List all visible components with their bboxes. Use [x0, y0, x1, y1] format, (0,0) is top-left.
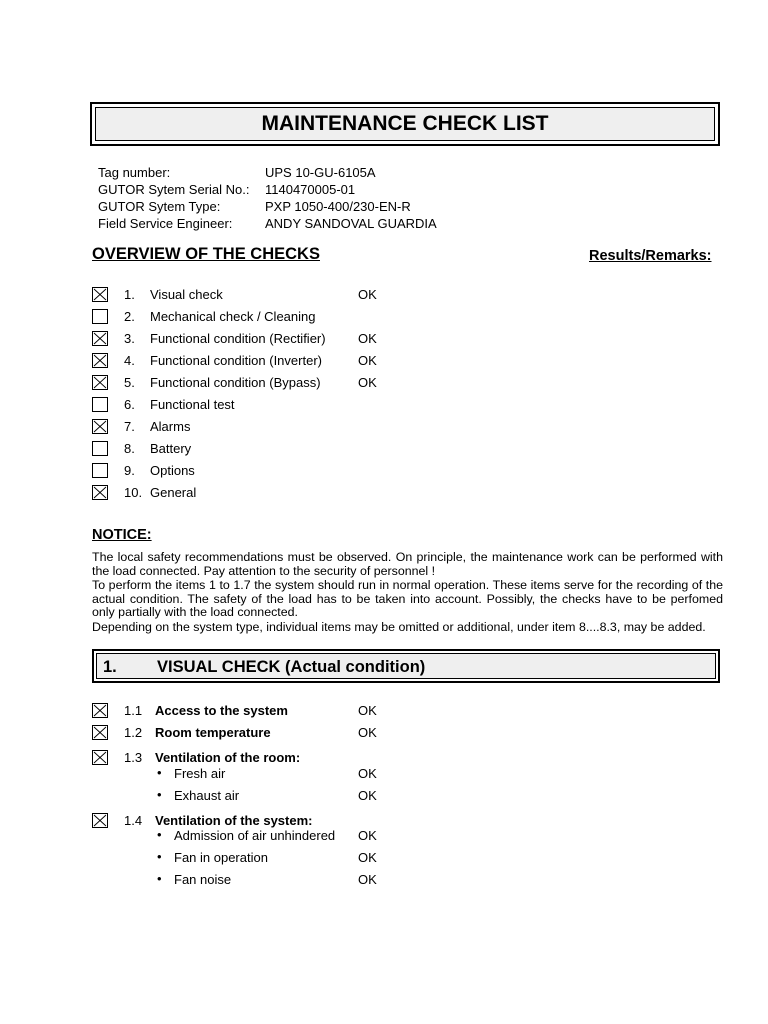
sub-item-label: Fan in operation	[174, 850, 268, 865]
sub-item-label: Exhaust air	[174, 788, 240, 803]
check-result: OK	[358, 287, 377, 302]
check-result: OK	[358, 375, 377, 390]
check-label: Functional condition (Inverter)	[150, 353, 322, 368]
item-result: OK	[358, 703, 377, 718]
checked-checkbox[interactable]	[92, 750, 108, 765]
check-item	[92, 462, 492, 480]
check-result: OK	[358, 331, 377, 346]
check-item	[92, 330, 492, 348]
sub-item	[92, 765, 492, 783]
check-number: 4.	[124, 353, 135, 368]
check-item	[92, 286, 492, 304]
cross-mark-icon	[93, 420, 107, 433]
check-number: 8.	[124, 441, 135, 456]
check-number: 1.	[124, 287, 135, 302]
check-label: General	[150, 485, 197, 500]
checked-checkbox[interactable]	[92, 287, 108, 302]
checked-checkbox[interactable]	[92, 703, 108, 718]
bullet-icon: •	[157, 765, 162, 780]
sub-item-result: OK	[358, 828, 377, 843]
empty-checkbox[interactable]	[92, 397, 108, 412]
cross-mark-icon	[93, 751, 107, 764]
cross-mark-icon	[93, 814, 107, 827]
meta-label: GUTOR Sytem Type:	[98, 199, 221, 214]
check-label: Mechanical check / Cleaning	[150, 309, 316, 324]
meta-value: ANDY SANDOVAL GUARDIA	[265, 216, 437, 231]
sub-item-result: OK	[358, 788, 377, 803]
sub-item	[92, 827, 492, 845]
bullet-icon: •	[157, 849, 162, 864]
checked-checkbox[interactable]	[92, 331, 108, 346]
meta-label: Tag number:	[98, 165, 171, 180]
check-number: 6.	[124, 397, 135, 412]
meta-value: UPS 10-GU-6105A	[265, 165, 376, 180]
check-label: Functional condition (Bypass)	[150, 375, 321, 390]
bullet-icon: •	[157, 787, 162, 802]
document-title: MAINTENANCE CHECK LIST	[95, 107, 715, 141]
check-number: 3.	[124, 331, 135, 346]
section-header-box	[92, 649, 720, 683]
item-label: Access to the system	[155, 703, 288, 718]
checked-checkbox[interactable]	[92, 485, 108, 500]
checked-checkbox[interactable]	[92, 419, 108, 434]
section-title: VISUAL CHECK (Actual condition)	[157, 658, 426, 676]
check-label: Alarms	[150, 419, 191, 434]
cross-mark-icon	[93, 332, 107, 345]
sub-item	[92, 787, 492, 805]
check-item	[92, 484, 492, 502]
meta-label: Field Service Engineer:	[98, 216, 233, 231]
cross-mark-icon	[93, 376, 107, 389]
check-number: 10.	[124, 485, 143, 500]
empty-checkbox[interactable]	[92, 441, 108, 456]
meta-value: PXP 1050-400/230-EN-R	[265, 199, 411, 214]
sub-item	[92, 871, 492, 889]
meta-label: GUTOR Sytem Serial No.:	[98, 182, 250, 197]
empty-checkbox[interactable]	[92, 463, 108, 478]
item-number: 1.3	[124, 750, 143, 765]
cross-mark-icon	[93, 486, 107, 499]
sub-item-result: OK	[358, 766, 377, 781]
check-number: 2.	[124, 309, 135, 324]
check-label: Visual check	[150, 287, 223, 302]
checked-checkbox[interactable]	[92, 375, 108, 390]
notice-paragraph: The local safety recommendations must be observed. On principle, the maintenance work can be performed with the load connected. Pay attention to the security of personnel !	[92, 550, 723, 578]
sub-item-label: Fan noise	[174, 872, 232, 887]
cross-mark-icon	[93, 704, 107, 717]
sub-item-result: OK	[358, 850, 377, 865]
section-item	[92, 702, 492, 720]
check-item	[92, 374, 492, 392]
check-item	[92, 396, 492, 414]
item-label: Room temperature	[155, 725, 271, 740]
results-heading: Results/Remarks:	[589, 248, 712, 264]
check-result: OK	[358, 353, 377, 368]
sub-item-label: Admission of air unhindered	[174, 828, 336, 843]
meta-value: 1140470005-01	[265, 182, 356, 197]
check-label: Functional condition (Rectifier)	[150, 331, 326, 346]
check-label: Options	[150, 463, 195, 478]
title-box	[90, 102, 720, 146]
section-number: 1.	[103, 658, 117, 676]
check-item	[92, 308, 492, 326]
check-item	[92, 352, 492, 370]
check-number: 7.	[124, 419, 135, 434]
empty-checkbox[interactable]	[92, 309, 108, 324]
item-label: Ventilation of the system:	[155, 813, 313, 828]
check-number: 9.	[124, 463, 135, 478]
item-label: Ventilation of the room:	[155, 750, 301, 765]
checked-checkbox[interactable]	[92, 813, 108, 828]
item-result: OK	[358, 725, 377, 740]
cross-mark-icon	[93, 288, 107, 301]
checked-checkbox[interactable]	[92, 725, 108, 740]
check-label: Battery	[150, 441, 192, 456]
item-number: 1.1	[124, 703, 143, 718]
cross-mark-icon	[93, 726, 107, 739]
notice-paragraph: Depending on the system type, individual items may be omitted or additional, under item 8....8.3, may be added.	[92, 620, 706, 634]
check-number: 5.	[124, 375, 135, 390]
bullet-icon: •	[157, 827, 162, 842]
sub-item-result: OK	[358, 872, 377, 887]
bullet-icon: •	[157, 871, 162, 886]
sub-item-label: Fresh air	[174, 766, 226, 781]
section-item	[92, 724, 492, 742]
cross-mark-icon	[93, 354, 107, 367]
section-header	[96, 653, 716, 679]
overview-heading: OVERVIEW OF THE CHECKS	[92, 245, 320, 263]
notice-heading: NOTICE:	[92, 527, 152, 543]
check-label: Functional test	[150, 397, 235, 412]
item-number: 1.2	[124, 725, 143, 740]
check-item	[92, 418, 492, 436]
checked-checkbox[interactable]	[92, 353, 108, 368]
notice-paragraph: To perform the items 1 to 1.7 the system should run in normal operation. These items serve for the recording of the actual condition. The safety of the load has to be taken into account. Possibly, the checks have to be perfomed only partially with the load connected.	[92, 578, 723, 619]
item-number: 1.4	[124, 813, 143, 828]
check-item	[92, 440, 492, 458]
sub-item	[92, 849, 492, 867]
